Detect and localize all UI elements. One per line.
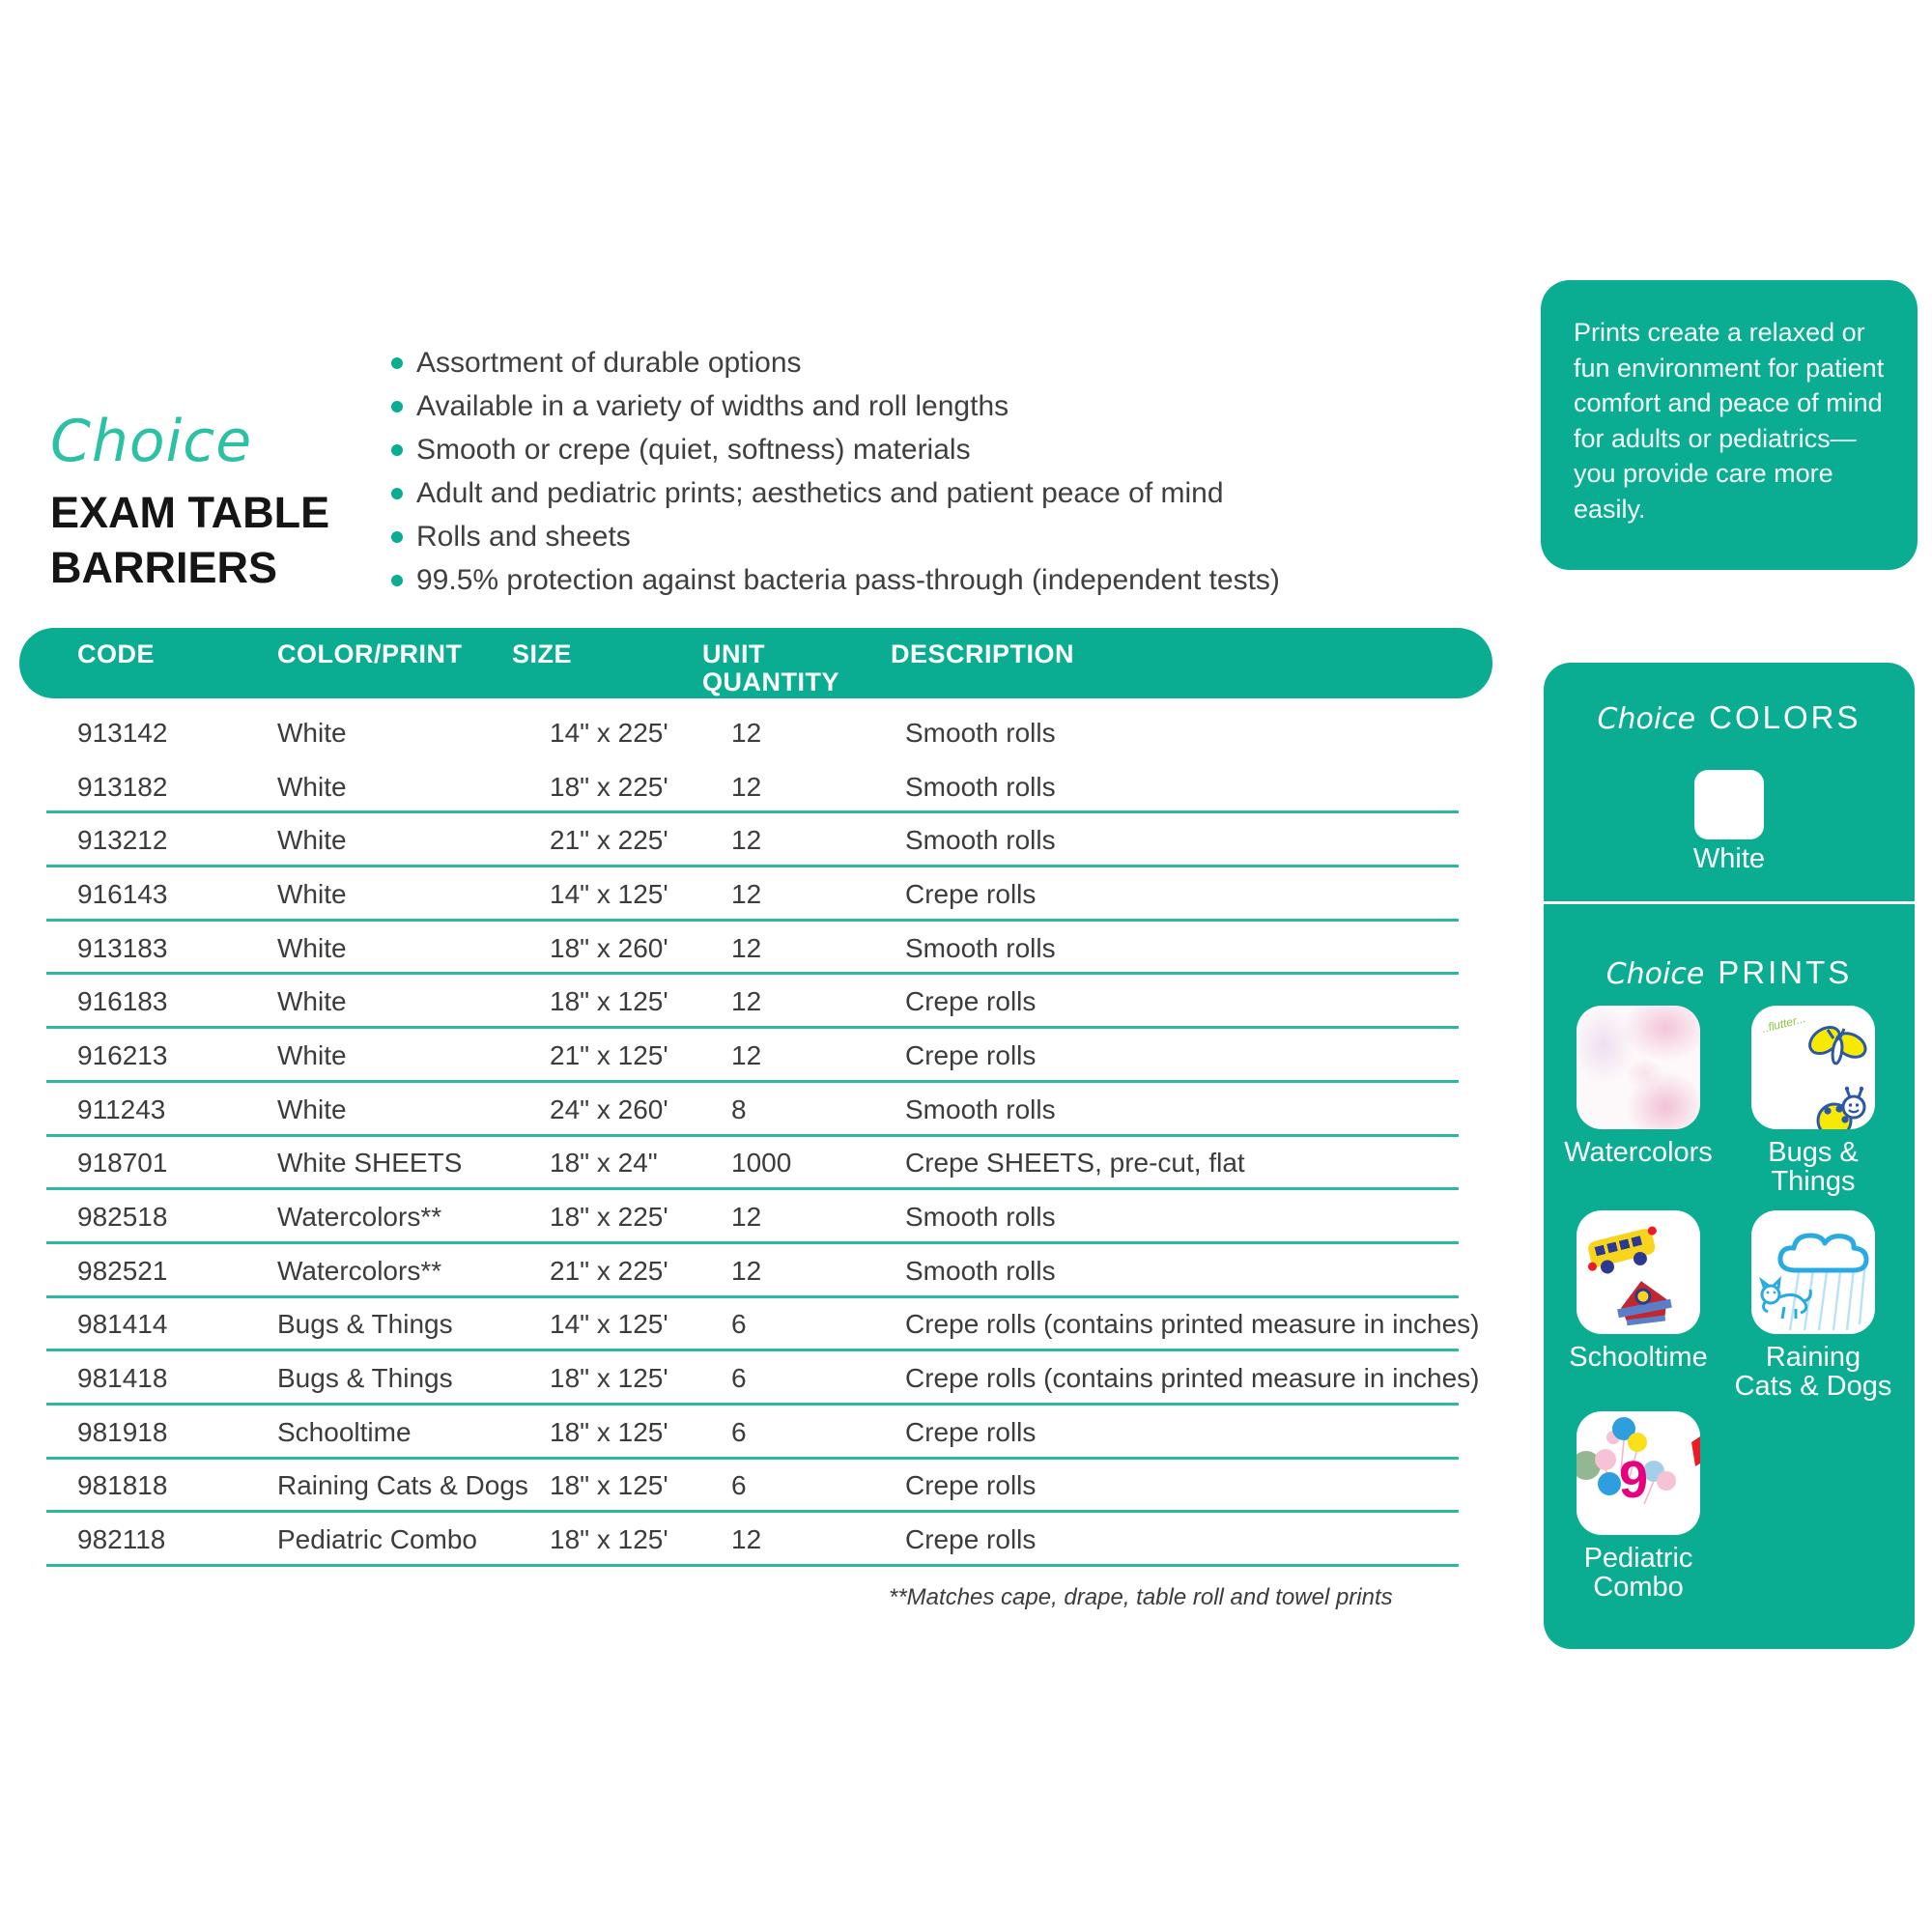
flutter-script-text: ..flutter... — [1760, 1011, 1807, 1036]
page-title — [50, 485, 329, 595]
table-header — [19, 628, 1492, 698]
info-callout — [1541, 280, 1918, 570]
cell-description: Crepe rolls — [905, 1416, 1037, 1447]
cell-code: 982521 — [77, 1255, 168, 1286]
cell-unit-quantity: 6 — [731, 1363, 747, 1394]
white-swatch-label: White — [1692, 843, 1766, 874]
cell-description: Crepe rolls (contains printed measure in inches) — [905, 1309, 1480, 1340]
feature-text: Assortment of durable options — [416, 347, 802, 379]
brand-block — [50, 410, 329, 595]
table-row — [19, 1298, 1492, 1352]
cell-code: 918701 — [77, 1148, 168, 1179]
cell-unit-quantity: 6 — [731, 1416, 747, 1447]
cell-size: 18" x 125' — [550, 1416, 668, 1447]
table-row — [19, 1137, 1492, 1191]
table-row — [19, 706, 1492, 760]
divider — [1544, 901, 1915, 904]
cell-code: 981818 — [77, 1470, 168, 1501]
table-row — [19, 1029, 1492, 1083]
cell-color-print: Bugs & Things — [277, 1363, 453, 1394]
cell-unit-quantity: 12 — [731, 878, 762, 909]
cell-color-print: White — [277, 932, 347, 963]
table-footnote: **Matches cape, drape, table roll and towel prints — [889, 1584, 1393, 1610]
number-nine-text: 9 — [1619, 1451, 1649, 1509]
cell-size: 21" x 225' — [550, 1255, 668, 1286]
bullet-icon — [391, 575, 403, 586]
bullet-icon — [391, 488, 403, 499]
cell-color-print: Raining Cats & Dogs — [277, 1470, 528, 1501]
feature-text: 99.5% protection against bacteria pass-through (independent tests) — [416, 564, 1280, 596]
schoolhouse-icon — [1614, 1278, 1673, 1327]
page-title-line2: BARRIERS — [50, 543, 278, 592]
print-schooltime — [1569, 1210, 1708, 1373]
feature-item — [391, 565, 1280, 595]
cell-unit-quantity: 12 — [731, 1524, 762, 1555]
cell-size: 18" x 225' — [550, 771, 668, 802]
bugs-and-things-print-icon — [1751, 1006, 1875, 1129]
cell-unit-quantity: 6 — [731, 1309, 747, 1340]
raining-cats-and-dogs-print-icon — [1751, 1210, 1875, 1334]
cell-code: 982118 — [77, 1524, 166, 1555]
cell-size: 14" x 125' — [550, 1309, 668, 1340]
cell-size: 24" x 260' — [550, 1094, 668, 1124]
school-bus-icon — [1582, 1226, 1664, 1278]
cell-description: Smooth rolls — [905, 932, 1056, 963]
cell-description: Crepe rolls (contains printed measure in inches) — [905, 1363, 1480, 1394]
cell-color-print: White — [277, 825, 347, 856]
cell-color-print: White — [277, 1094, 347, 1124]
colors-heading-script: Choice — [1597, 702, 1696, 736]
cell-code: 981414 — [77, 1309, 168, 1340]
cloud-icon — [1780, 1236, 1866, 1270]
bullet-icon — [391, 531, 403, 543]
cell-code: 981918 — [77, 1416, 168, 1447]
ladybug-icon — [1818, 1087, 1864, 1129]
cell-description: Smooth rolls — [905, 1202, 1056, 1233]
schooltime-print-icon — [1577, 1210, 1700, 1334]
print-bugs-and-things — [1751, 1006, 1875, 1196]
cell-size: 18" x 125' — [550, 1524, 668, 1555]
cell-size: 18" x 225' — [550, 1202, 668, 1233]
table-row — [19, 867, 1492, 922]
sidebar-panel — [1544, 663, 1915, 1649]
cell-size: 18" x 125' — [550, 986, 668, 1017]
print-label: Watercolors — [1564, 1137, 1713, 1168]
cell-code: 913182 — [77, 771, 168, 802]
print-label: Bugs & Things — [1768, 1137, 1859, 1197]
cell-unit-quantity: 8 — [731, 1094, 747, 1124]
cell-size: 14" x 225' — [550, 717, 668, 748]
feature-item — [391, 435, 1280, 465]
print-label: Schooltime — [1569, 1342, 1708, 1373]
cell-code: 913142 — [77, 717, 168, 748]
column-header-description: DESCRIPTION — [891, 639, 1075, 668]
prints-heading — [1544, 954, 1915, 991]
cell-code: 911243 — [77, 1094, 166, 1124]
cell-color-print: White — [277, 1039, 347, 1070]
cell-unit-quantity: 12 — [731, 825, 762, 856]
cell-color-print: Watercolors** — [277, 1255, 442, 1286]
table-row — [19, 1460, 1492, 1514]
cell-code: 916183 — [77, 986, 168, 1017]
feature-text: Adult and pediatric prints; aesthetics and patient peace of mind — [416, 477, 1224, 509]
cell-description: Smooth rolls — [905, 1255, 1056, 1286]
cell-description: Smooth rolls — [905, 771, 1056, 802]
column-header-size: SIZE — [512, 639, 573, 668]
cell-description: Crepe SHEETS, pre-cut, flat — [905, 1148, 1245, 1179]
cell-color-print: Watercolors** — [277, 1202, 442, 1233]
table-row — [19, 922, 1492, 976]
cell-size: 21" x 125' — [550, 1039, 668, 1070]
cell-unit-quantity: 1000 — [731, 1148, 792, 1179]
table-row — [19, 975, 1492, 1029]
cell-color-print: Pediatric Combo — [277, 1524, 477, 1555]
cell-description: Crepe rolls — [905, 1470, 1037, 1501]
table-row — [19, 1351, 1492, 1406]
cell-code: 982518 — [77, 1202, 168, 1233]
print-pediatric-combo — [1577, 1411, 1700, 1602]
cell-size: 18" x 24" — [550, 1148, 658, 1179]
cell-color-print: White — [277, 771, 347, 802]
cell-unit-quantity: 12 — [731, 1255, 762, 1286]
red-streamer — [1691, 1436, 1700, 1466]
column-header-code: CODE — [77, 639, 156, 668]
feature-text: Available in a variety of widths and roll lengths — [416, 390, 1009, 422]
cell-code: 981418 — [77, 1363, 168, 1394]
table-row — [19, 1406, 1492, 1460]
prints-heading-label: PRINTS — [1718, 954, 1853, 990]
cell-color-print: White SHEETS — [277, 1148, 463, 1179]
cell-color-print: White — [277, 986, 347, 1017]
cell-code: 916143 — [77, 878, 168, 909]
cell-size: 21" x 225' — [550, 825, 668, 856]
cell-size: 18" x 125' — [550, 1470, 668, 1501]
table-row — [19, 1083, 1492, 1137]
brand-logo: Choice — [50, 408, 253, 475]
feature-item — [391, 522, 1280, 552]
colors-heading — [1544, 699, 1915, 736]
feature-item — [391, 348, 1280, 378]
table-row — [19, 1190, 1492, 1244]
feature-item — [391, 478, 1280, 508]
cell-color-print: Bugs & Things — [277, 1309, 453, 1340]
page-title-line1: EXAM TABLE — [50, 488, 330, 537]
feature-item — [391, 391, 1280, 421]
cell-description: Smooth rolls — [905, 825, 1056, 856]
cell-description: Crepe rolls — [905, 1524, 1037, 1555]
print-label: Raining Cats & Dogs — [1734, 1342, 1892, 1402]
cell-unit-quantity: 6 — [731, 1470, 747, 1501]
cell-size: 18" x 125' — [550, 1363, 668, 1394]
table-body — [19, 706, 1492, 1567]
cell-code: 916213 — [77, 1039, 168, 1070]
print-watercolors — [1564, 1006, 1713, 1168]
feature-text: Smooth or crepe (quiet, softness) materials — [416, 434, 971, 466]
cell-color-print: Schooltime — [277, 1416, 412, 1447]
cat-icon — [1762, 1280, 1810, 1319]
cell-description: Crepe rolls — [905, 1039, 1037, 1070]
cell-description: Crepe rolls — [905, 878, 1037, 909]
butterfly-icon — [1804, 1022, 1869, 1065]
table-row — [19, 813, 1492, 867]
pediatric-combo-print-icon — [1577, 1411, 1700, 1535]
cell-description: Smooth rolls — [905, 1094, 1056, 1124]
table-row — [19, 1244, 1492, 1298]
bullet-icon — [391, 444, 403, 456]
prints-heading-script: Choice — [1605, 957, 1705, 991]
cell-color-print: White — [277, 878, 347, 909]
cell-unit-quantity: 12 — [731, 1039, 762, 1070]
cell-code: 913212 — [77, 825, 168, 856]
cell-description: Crepe rolls — [905, 986, 1037, 1017]
bullet-icon — [391, 401, 403, 412]
colors-heading-label: COLORS — [1709, 699, 1861, 735]
column-header-color-print: COLOR/PRINT — [277, 639, 463, 668]
cell-size: 14" x 125' — [550, 878, 668, 909]
cell-code: 913183 — [77, 932, 168, 963]
feature-list — [391, 348, 1280, 609]
cell-unit-quantity: 12 — [731, 717, 762, 748]
bullet-icon — [391, 357, 403, 369]
cell-unit-quantity: 12 — [731, 771, 762, 802]
print-label: Pediatric Combo — [1583, 1543, 1693, 1603]
column-header-unit-quantity: UNIT QUANTITY — [702, 639, 839, 696]
cell-color-print: White — [277, 717, 347, 748]
watercolors-print-icon — [1577, 1006, 1700, 1129]
cell-size: 18" x 260' — [550, 932, 668, 963]
table-row — [19, 760, 1492, 814]
cell-unit-quantity: 12 — [731, 932, 762, 963]
cell-unit-quantity: 12 — [731, 986, 762, 1017]
print-raining-cats-and-dogs — [1734, 1210, 1892, 1402]
info-callout-text: Prints create a relaxed or fun environment for patient comfort and peace of mind for adults or pediatrics—you provide care more easily. — [1574, 318, 1885, 524]
cell-description: Smooth rolls — [905, 717, 1056, 748]
cell-unit-quantity: 12 — [731, 1202, 762, 1233]
table-row — [19, 1513, 1492, 1567]
feature-text: Rolls and sheets — [416, 521, 631, 553]
white-color-swatch — [1694, 770, 1764, 839]
